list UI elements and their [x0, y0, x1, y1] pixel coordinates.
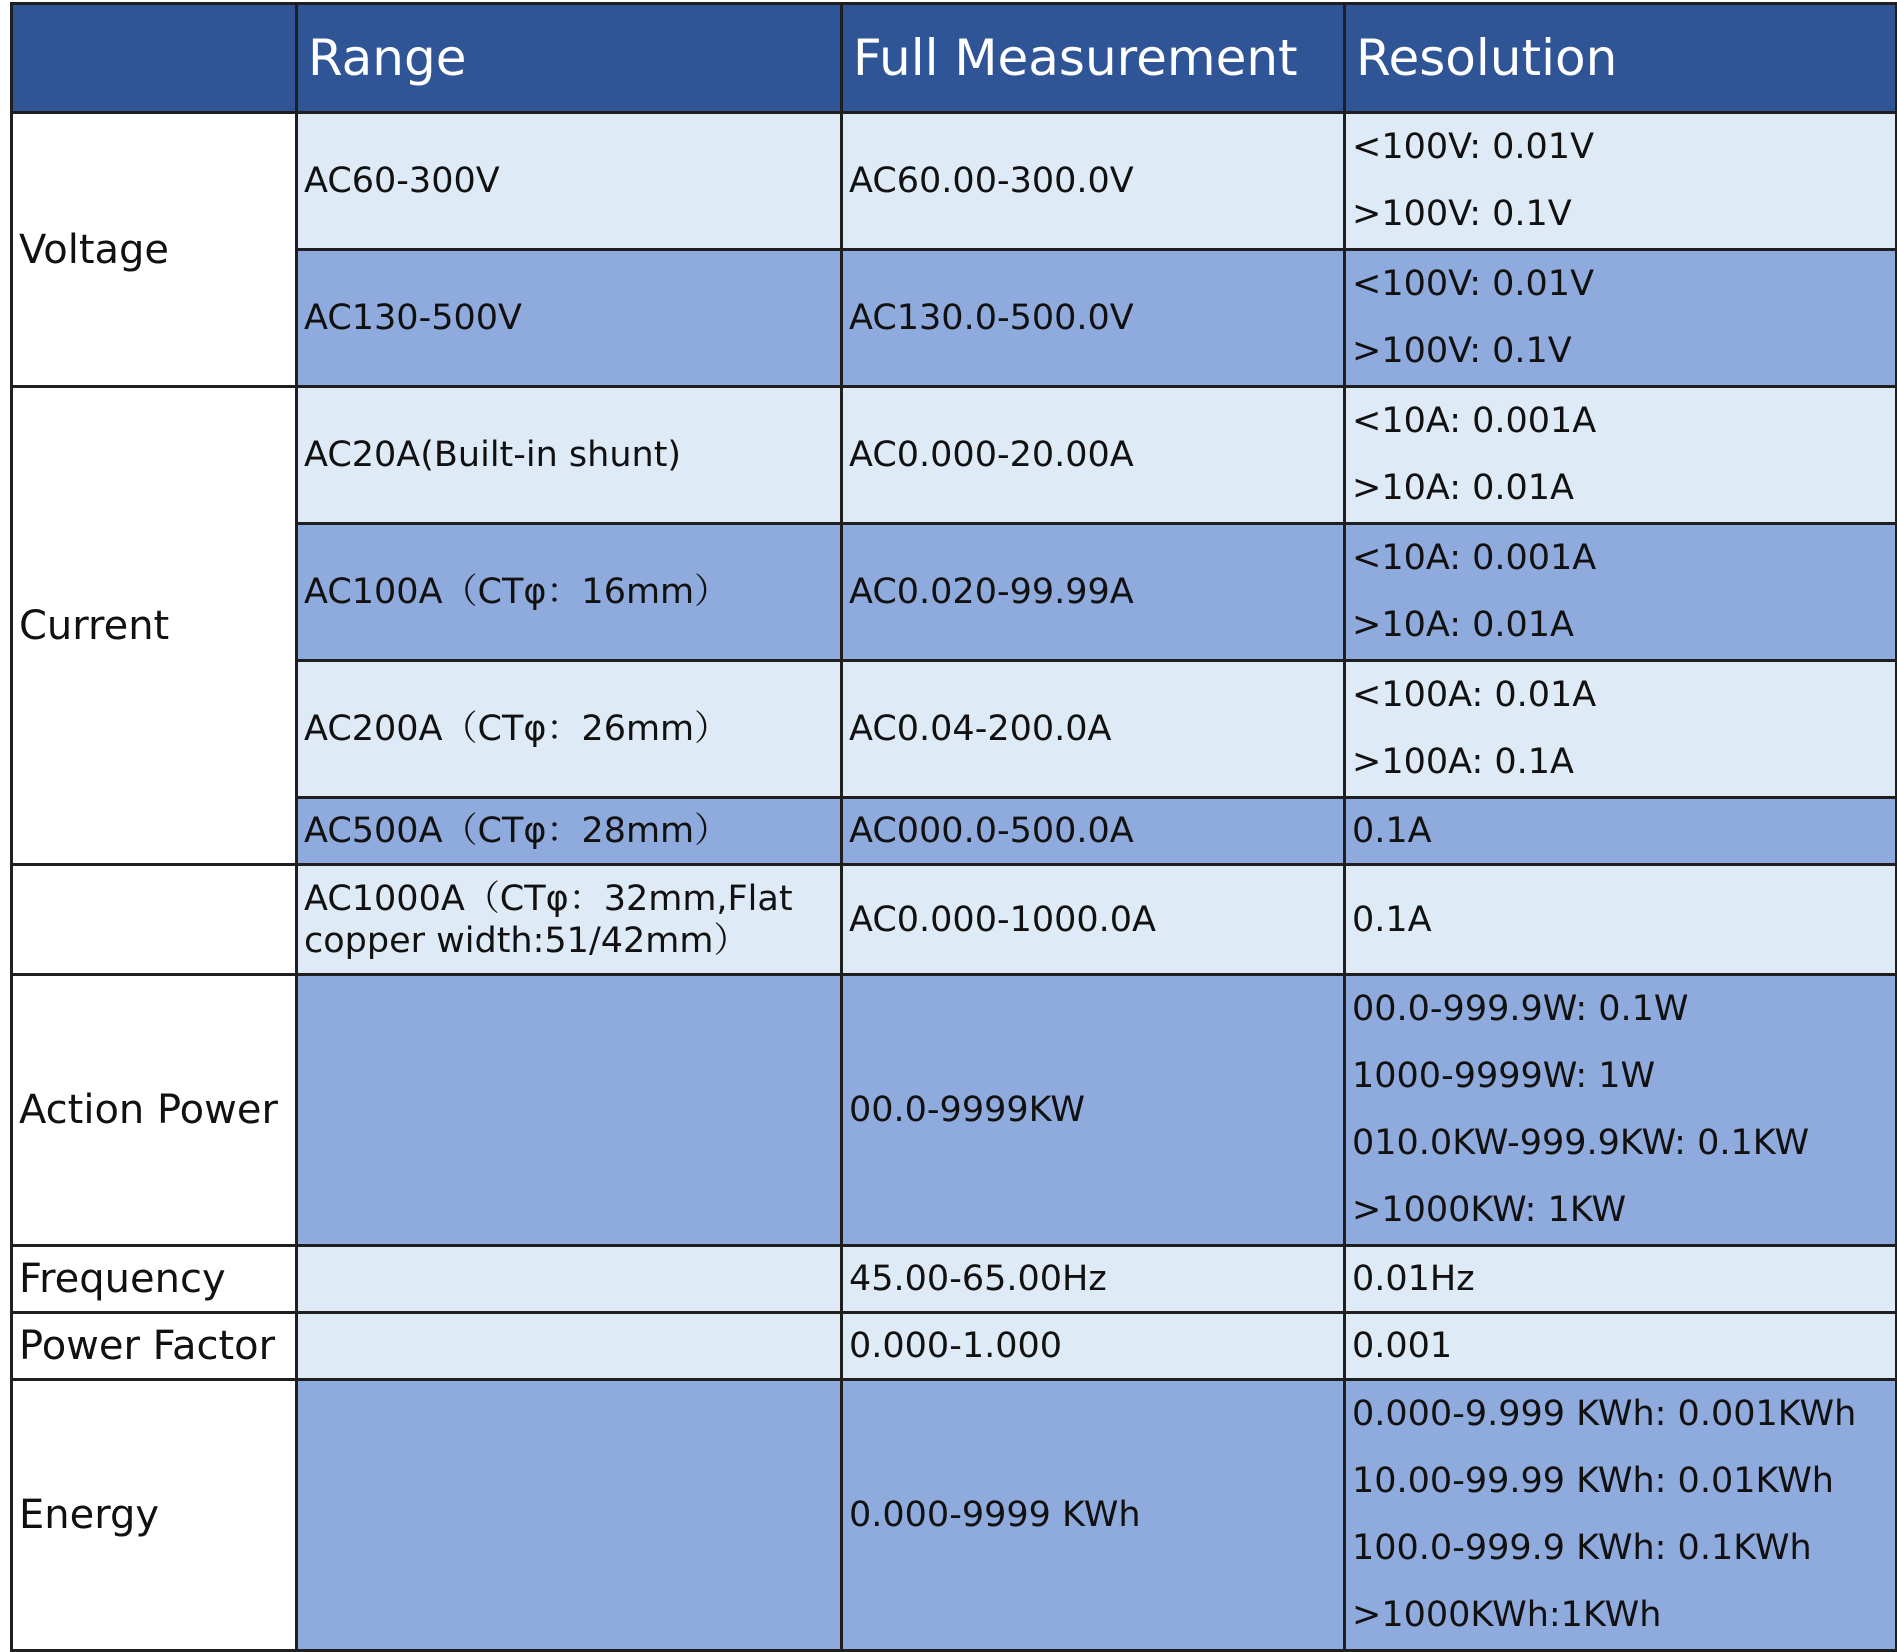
range-cell — [297, 1313, 842, 1380]
range-cell: AC60-300V — [297, 113, 842, 250]
range-cell: AC20A(Built-in shunt) — [297, 387, 842, 524]
full-measurement-cell: AC60.00-300.0V — [842, 113, 1345, 250]
resolution-cell — [1345, 1380, 1897, 1651]
header-resolution: Resolution — [1345, 4, 1897, 113]
resolution-line: >10A: 0.01A — [1352, 605, 1574, 645]
full-measurement-cell: 45.00-65.00Hz — [842, 1246, 1345, 1313]
range-cell — [297, 1246, 842, 1313]
table-row — [12, 1246, 1897, 1313]
resolution-line: >100V: 0.1V — [1352, 194, 1572, 234]
resolution-cell — [1345, 113, 1897, 250]
resolution-line: 010.0KW-999.9KW: 0.1KW — [1352, 1123, 1810, 1163]
quantity-action-power: Action Power — [12, 975, 297, 1246]
resolution-line: >100A: 0.1A — [1352, 742, 1574, 782]
spec-table — [10, 2, 1897, 1652]
resolution-line: <10A: 0.001A — [1352, 401, 1597, 441]
full-measurement-cell: AC000.0-500.0A — [842, 798, 1345, 865]
resolution-line: >1000KWh:1KWh — [1352, 1595, 1662, 1635]
resolution-cell — [1345, 387, 1897, 524]
resolution-line: 10.00-99.99 KWh: 0.01KWh — [1352, 1461, 1834, 1501]
resolution-line: <100V: 0.01V — [1352, 127, 1595, 167]
resolution-line: 00.0-999.9W: 0.1W — [1352, 989, 1689, 1029]
full-measurement-cell: 0.000-1.000 — [842, 1313, 1345, 1380]
full-measurement-cell: AC0.04-200.0A — [842, 661, 1345, 798]
quantity-voltage: Voltage — [12, 113, 297, 387]
quantity-frequency: Frequency — [12, 1246, 297, 1313]
resolution-cell: 0.001 — [1345, 1313, 1897, 1380]
full-measurement-cell: AC0.000-20.00A — [842, 387, 1345, 524]
full-measurement-cell: AC0.020-99.99A — [842, 524, 1345, 661]
resolution-line: <100A: 0.01A — [1352, 675, 1597, 715]
resolution-cell — [1345, 250, 1897, 387]
full-measurement-cell: 00.0-9999KW — [842, 975, 1345, 1246]
resolution-line: >10A: 0.01A — [1352, 468, 1574, 508]
range-cell — [297, 1380, 842, 1651]
resolution-cell: 0.01Hz — [1345, 1246, 1897, 1313]
table-row — [12, 113, 1897, 250]
range-cell: AC130-500V — [297, 250, 842, 387]
range-cell: AC100A（CTφ：16mm） — [297, 524, 842, 661]
header-row — [12, 4, 1897, 113]
resolution-line: <100V: 0.01V — [1352, 264, 1595, 304]
table-row — [12, 865, 1897, 975]
header-range: Range — [297, 4, 842, 113]
quantity-empty — [12, 865, 297, 975]
quantity-power-factor: Power Factor — [12, 1313, 297, 1380]
resolution-line: 1000-9999W: 1W — [1352, 1056, 1656, 1096]
table-row — [12, 1380, 1897, 1651]
resolution-cell: 0.1A — [1345, 865, 1897, 975]
full-measurement-cell: AC0.000-1000.0A — [842, 865, 1345, 975]
resolution-cell — [1345, 524, 1897, 661]
spec-table-container — [10, 2, 1895, 1652]
header-quantity — [12, 4, 297, 113]
full-measurement-cell: AC130.0-500.0V — [842, 250, 1345, 387]
full-measurement-cell: 0.000-9999 KWh — [842, 1380, 1345, 1651]
range-cell: AC1000A（CTφ：32mm,Flat copper width:51/42mm） — [297, 865, 842, 975]
resolution-line: 100.0-999.9 KWh: 0.1KWh — [1352, 1528, 1812, 1568]
range-cell: AC200A（CTφ：26mm） — [297, 661, 842, 798]
resolution-line: 0.000-9.999 KWh: 0.001KWh — [1352, 1394, 1857, 1434]
resolution-cell: 0.1A — [1345, 798, 1897, 865]
resolution-line: <10A: 0.001A — [1352, 538, 1597, 578]
quantity-energy: Energy — [12, 1380, 297, 1651]
table-row — [12, 387, 1897, 524]
resolution-cell — [1345, 661, 1897, 798]
resolution-cell — [1345, 975, 1897, 1246]
resolution-line: >1000KW: 1KW — [1352, 1190, 1627, 1230]
quantity-current: Current — [12, 387, 297, 865]
resolution-line: >100V: 0.1V — [1352, 331, 1572, 371]
range-cell — [297, 975, 842, 1246]
table-row — [12, 975, 1897, 1246]
header-full-measurement: Full Measurement — [842, 4, 1345, 113]
table-row — [12, 1313, 1897, 1380]
range-cell: AC500A（CTφ：28mm） — [297, 798, 842, 865]
